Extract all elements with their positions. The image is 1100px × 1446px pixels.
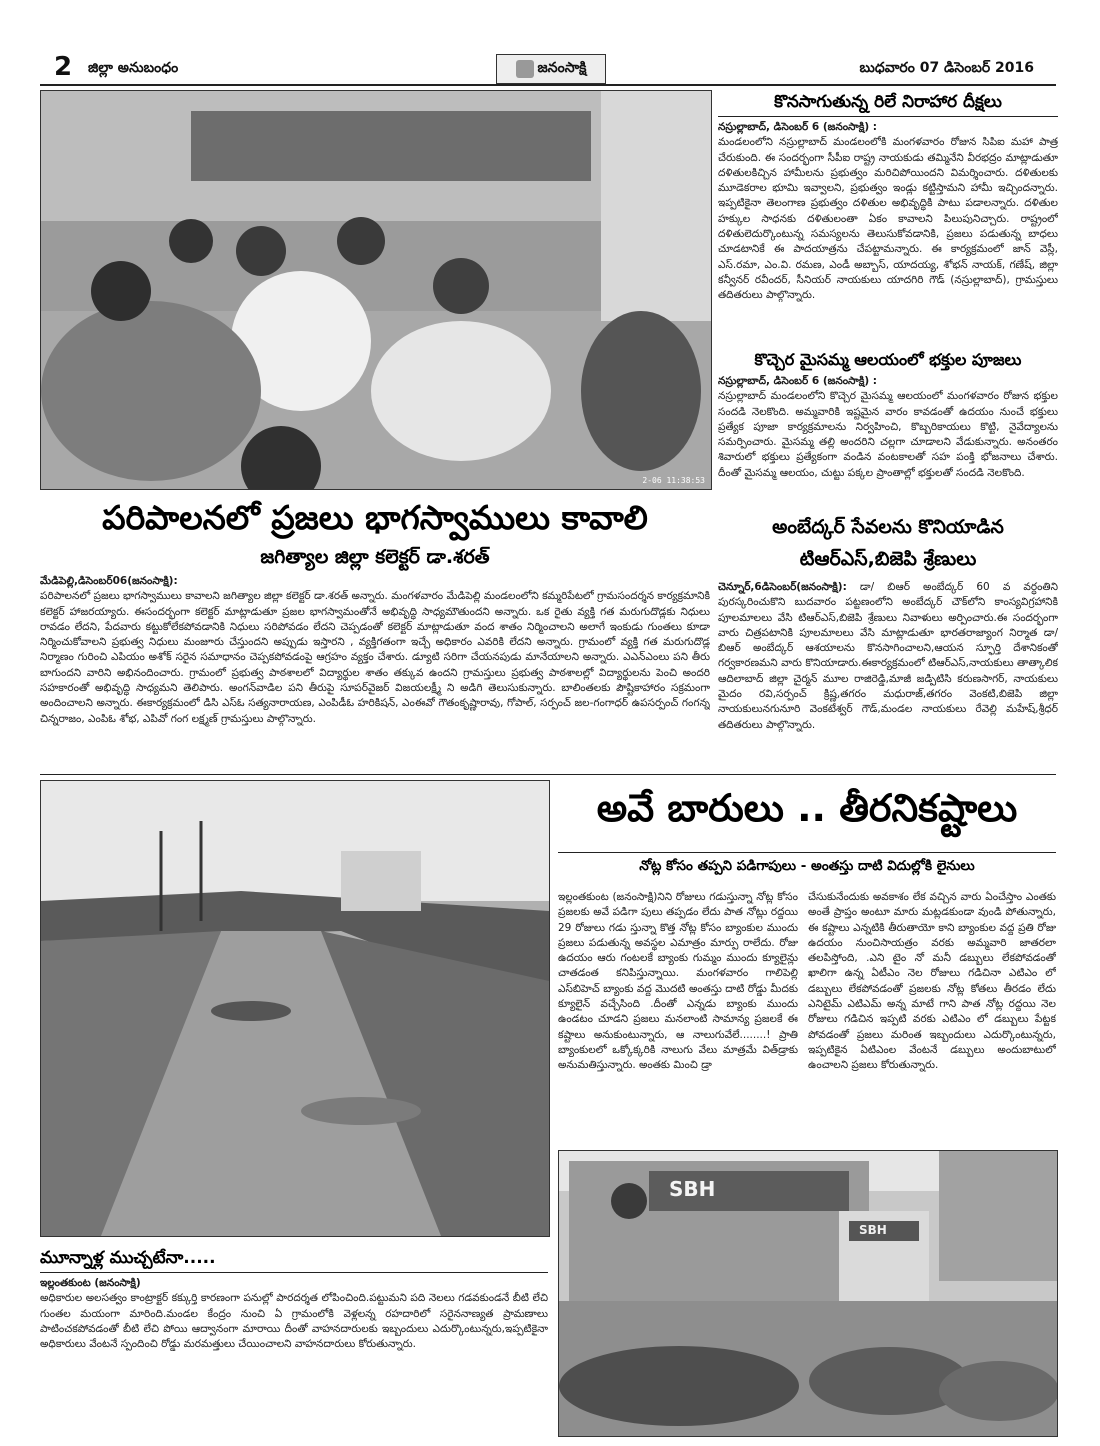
story4-headline: పరిపాలనలో ప్రజలు భాగస్వాములు కావాలి <box>102 498 648 537</box>
story6-text: అధికారుల అలసత్వం కాంట్రాక్టర్ కక్కుర్తి కారణంగా పనుల్లో పారదర్శత లోపించింది.పట్టుమని పది నెలలు గడవకుండనే బీటి లేచి గుంతల మయంగా మారింది.మండల కేంద్రం నుంచి ఏ గ్రామంలోకి వెళ్లలన్న రహదారిలో సరైననాణ్యత ప్రామణాలు పాటించకపోవడంతో బీటి లేచి పోయి ఆద్వానంగా మారాయి దీంతో వాహనదారులకు ఇబ్బందులు ఎదుర్కొంటున్నరు,ఇప్పటికైనా అధికారులు వేంటనే స్పందించి రోడ్డు మరమత్తులు చేయించాలని వాహనదారులు కోరుతున్నారు. <box>40 1292 548 1351</box>
story3-headline-line2: టిఆర్ఎస్,బిజెపి శ్రేణులు <box>799 548 977 570</box>
masthead-logo <box>496 54 606 84</box>
story6-body <box>40 1276 548 1426</box>
section-label: జిల్లా అనుబంధం <box>88 60 179 76</box>
story5-col2: చేసుకునేందుకు అవకాశం లేక వచ్చిన వారు ఏంచేస్తాం ఎంతకు అంతే ప్రాప్తం అంటూ మారు మట్లడకుండా వుండి పోతున్నారు, ఈ కష్టాలు ఎన్నటికి తీరుతాయో కాని బ్యాంకుల వద్ద ప్రతి రోజు ఉదయం నుంచిసాయత్రం వరకు అమ్మవారి జాతరలా తలపిస్తోంది, .ఎని టైం నో మనీ డబ్బులు లేకపోవడంతో ఖాలిగా ఉన్న ఏటీఎం నెల రోజులు గడిచినా ఎటిఎం లో డబ్బులు లేకపోవడంతో ప్రజలకు నోట్ల కోతలు తీరడం లేదు ఎనిటైమ్ ఎటిఎమ్ అన్న మాటే గాని పాత నోట్ల రద్దయి నెల రోజులు గడిచిన ఇప్పటి వరకు ఎటిఎం లో డబ్బులు పేట్టక పోవడంతో ప్రజలు మరింత ఇబ్బందులు ఎదుర్కొంటున్నరు, ఇప్పటికైన ఏటిఎంల వేంటనే డబ్బులు అందుబాటులో ఉంచాలని ప్రజలు కోరుతున్నారు. <box>808 891 1056 1072</box>
photo-timestamp: 2-06 11:38:53 <box>642 476 705 485</box>
story3-dateline: చెన్నూర్,6డిసెంబర్(జనంసాక్షి): <box>718 581 847 593</box>
story4-subhead: జగిత్యాల జిల్లా కలెక్టర్ డా.శరత్ <box>260 546 490 568</box>
logo-emblem-icon <box>516 60 534 78</box>
story3-body <box>718 580 1058 772</box>
story3-text: డా/ బిఆర్ అంబేద్కర్ 60 వ వర్ధంతిని పురస్కరించుకొని బుదవారం పట్టణంలోని అంబేద్కర్ చౌక్‌లోని కాంస్యవిగ్రహానికి పూలమాలలు వేసి టిఆర్ఎస్,బిజెపి శ్రేణులు నివాళులు అర్పించారు.ఈ సందర్భంగా వారు చిత్రపటానికి పూలమాలలు వేసి మాట్లాడుతూ భారతరాజ్యాంగ నిర్మాత డా/ బిఆర్ అంబేద్కర్ ఆశయాలను కొనసాగించాలని,ఆయన స్ఫూర్తి దేశానికంతో గర్వకారణమని వారు కొనియాడారు.ఈకార్యక్రమంలో టిఆర్ఎస్,నాయకులు తాత్కాలిక ఆదిలాబాద్ జిల్లా చైర్మన్ మూల రాజిరెడ్డి,మాజీ జడ్పిటిసి కరుణసాగర్, నాయకులు మైదం రవి,సర్పంచ్ క్రిష్ణ,తగరం మధురాజ్,తగరం వెంకటి,బిజెపి జిల్లా నాయకులునగునూరి వెంకటేశ్వర్ గౌడ్,మండల నాయకులు రేవెల్లి మహేష్,శ్రీధర్ తదితరులు పాల్గొన్నారు. <box>718 581 1058 731</box>
story4-dateline: మేడిపెల్లి,డిసెంబర్06(జనంసాక్షి): <box>40 575 178 587</box>
header-rule <box>40 84 1056 86</box>
story6-rule <box>40 1272 548 1273</box>
story1-text: మండలంలోని నస్రుల్లాబాద్ మండలంలోకి మంగళవారం రోజున సిపిఐ మహా పాత్ర చేరుకుంది. ఈ సందర్భంగా సీపీఐ రాష్ట్ర నాయకుడు తమ్మినేని వీరభద్రం మాట్లాడుతూ దళితులకిచ్చిన హామీలను ప్రభుత్వం మరిచిపోయిందని విమర్శించారు. దళితులకు మూడెకరాల భూమి ఇవ్వాలని, ప్రభుత్వం ఇండ్లు కట్టిస్తామని హామీ ఇచ్చిందన్నారు. ఇప్పటికైనా తెలంగాణ ప్రభుత్వం దళితుల అభివృద్ధికి పాటు పడాలన్నారు. దళితుల హక్కుల సాధనకు దళితులంతా ఏకం కావాలని పిలుపునిచ్చారు. రాష్ట్రంలో దళితులెదుర్కొంటున్న సమస్యలను తెలుసుకోవడానికి, ప్రజలు పడుతున్న బాధలు చూడటానికే ఈ పాదయాత్రను చేపట్టామన్నారు. ఈ కార్యక్రమంలో జాన్ వెస్లీ, ఎస్.రమా, ఎం.వి. రమణ, ఎండీ అబ్బాస్, యాదయ్య, శోభన్ నాయక్, గణేష్, జిల్లా కన్వీనర్ రవీందర్, సీనియర్ నాయకులు యాదగిరి గౌడ్ (నస్రుల్లాబాద్), గ్రామస్తులు తదితరులు పాల్గొన్నారు. <box>718 136 1058 302</box>
bank-queue-photo <box>558 1150 1058 1437</box>
story6-headline: మూన్నాళ్ల ముచ్చటేనా..... <box>40 1248 216 1268</box>
story5-headline: అవే బారులు .. తీరనికష్టాలు <box>596 786 1018 830</box>
mid-rule <box>40 774 1056 775</box>
story4-text: పరిపాలనలో ప్రజలు భాగస్వాములు కావాలని జగిత్యాల జిల్లా కలెక్టర్ డా.శరత్ అన్నారు. మంగళవారం మేడిపెల్లి మండలంలోని కమ్మరిపేటలో గ్రామసందర్శన కార్యక్రమానికి కలెక్టర్ హాజరయ్యారు. ఈసందర్భంగా కలెక్టర్ మాట్లాడుతూ ప్రజల భాగస్వామంతోనే అభివృద్ధి సాధ్యమౌతుందని అన్నారు. ఒక రైతు వ్యక్తి గత మరుగుదొడ్లకు నిధులు రావడం లేదని, పేదవారు కట్టుకోలేకపోవడానికి నిధులు సరిపోవడం లేదని చెప్పడంతో కలెక్టర్ మాట్లాడుతూ వంద శాతం నిర్మించాలని అలాగే ఇంకుడు గుంతలు కూడా నిర్మించుకోవాలని ప్రభుత్వ నిధులు మంజూరు చేస్తుందని అప్పుడు ఇస్తారని , వ్యక్తిగతంగా ఇచ్చే అధికారం ఎవరికి లేదని అన్నారు. గ్రామంలో వ్యక్తి గత మరుగుదొడ్ల నిర్మాణం గురించి ఎపియం అశోక్ సరైన సమాధానం చెప్పకపోవడంపై ఆగ్రహం వ్యక్తం చేశారు. డ్యూటి సరిగా చేయనపుడు మానేయాలని అన్నారు. ఎఎన్ఎంలు పని తీరు బాగుందని వారిని అభినందించారు. గ్రామంలో ప్రభుత్వ పాఠశాలలో విద్యార్థుల శాతం తక్కువ ఉందని గ్రామస్తులు ప్రభుత్వ పాఠశాలల్లో విద్యార్థులను పెంచి అందరి సహకారంతో అభివృద్ధి సాధ్యమని తెలిపారు. అంగన్‌వాడిల పని తీరుపై సూపర్‌వైజర్ విజయలక్ష్మీ ని అడిగి తెలుసుకున్నారు. బాలింతలకు పౌష్టికాహారం సక్రమంగా అందించాలని అన్నారు. ఈకార్యక్రమంలో డిసి ఎస్ఓ సత్యనారాయణ, ఎంపిడీఓ హరికిషన్, ఎంఈవో గౌతంకృష్ణారావు, గోపాల్, సర్పంచ్ జల-గంగాధర్ ఉపసర్పంచ్ గంగన్న చిన్నరాజం, ఎంపిఓ శోభ, ఎపివో గంగ లక్ష్మణ్ గ్రామస్తులు పాల్గొన్నారు. <box>40 590 710 725</box>
story5-subhead: నోట్ల కోసం తప్పని పడిగాపులు - అంతస్తు దాటి విదుల్లోకి లైనులు <box>639 858 975 874</box>
story2-text: నస్రుల్లాబాద్ మండలంలోని కొచ్చెర మైసమ్మ ఆలయంలో మంగళవారం రోజున భక్తుల సందడి నెలకొంది. అమ్మవారికి ఇష్టమైన వారం కావడంతో ఉదయం నుంచే భక్తులు ప్రత్యేక పూజా కార్యక్రమాలను నిర్వహించి, కొబ్బరికాయలు కొట్టి, నైవేద్యాలను సమర్పించారు. మైసమ్మ తల్లి అందరిని చల్లగా చూడాలని వేడుకున్నారు. అనంతరం శివారులో భక్తులు ప్రత్యేకంగా వండిన వంటకాలతో సహ పంక్తి భోజనాలు చేశారు. దీంతో మైసమ్మ ఆలయం, చుట్టు పక్కల ప్రాంతాల్లో భక్తులతో సందడి నెలకొంది. <box>718 390 1058 479</box>
bank-sign-small: SBH <box>859 1223 887 1237</box>
story1-rule <box>718 116 1058 117</box>
story5-col1: ఇల్లంతకుంట (జనంసాక్షి)నిని రోజులు గడుస్తున్నా నోట్ల కోసం ప్రజలకు అవే పడిగా పులు తప్పడం లేదు పాత నోట్లు రద్దయి 29 రోజులు గడు స్తున్నా కొత్త నోట్ల కోసం బ్యాంకుల ముందు ప్రజలు పడుతున్న అవస్థల ఎమాత్రం మార్పు రాలేదు. రోజు ఉదయం ఆరు గంటలకే బ్యాంకు గుమ్మం ముందు క్యూలైన్లు చాతడంత కనిపిస్తున్నాయి. మంగళవారం గాలిపెల్లి ఎస్‌బిహెచ్ బ్యాంకు వద్ద మొదటి అంతస్తు దాటి రోడ్డు మీదకు క్యూలైన్ వచ్చేసింది .దీంతో ఎన్నడు బ్యాంకు ముందు ఉండటం చూడని ప్రజలు మనలాంటి సామాన్య ప్రజలకే ఈ కష్టాలు అనుకుంటున్నారు, ఆ నాలుగువేలే........! ప్రాతి బ్యాంకులలో ఒక్కోక్కరికి నాలుగు వేలు మాత్రమే విత్‌డ్రాకు అనుమతిస్తున్నారు. అంతకు మించి డ్రా <box>558 891 798 1072</box>
bank-sign: SBH <box>669 1177 716 1201</box>
story1-dateline: నస్రుల్లాబాద్, డిసెంబర్ 6 (జనంసాక్షి) : <box>718 121 877 133</box>
story2-dateline: నస్రుల్లాబాద్, డిసెంబర్ 6 (జనంసాక్షి) : <box>718 375 877 387</box>
road-photo <box>40 780 550 1237</box>
story3-headline-line1: అంబేద్కర్ సేవలను కొనియాడిన <box>772 516 1004 538</box>
story4-body <box>40 574 710 772</box>
story6-dateline: ఇల్లంతకుంట (జనంసాక్షి) <box>40 1277 141 1289</box>
page-number: 2 <box>54 52 73 82</box>
meeting-photo <box>40 90 712 490</box>
story2-body <box>718 374 1058 506</box>
story5-rule <box>558 852 1056 853</box>
story2-headline: కొచ్చెర మైసమ్మ ఆలయంలో భక్తుల పూజలు <box>754 350 1022 369</box>
story1-headline: కొనసాగుతున్న రిలే నిరాహార దీక్షలు <box>774 92 1002 112</box>
story1-body <box>718 120 1058 344</box>
logo-text: జనంసాక్షి <box>537 59 587 76</box>
issue-date: బుధవారం 07 డిసెంబర్ 2016 <box>859 60 1034 76</box>
